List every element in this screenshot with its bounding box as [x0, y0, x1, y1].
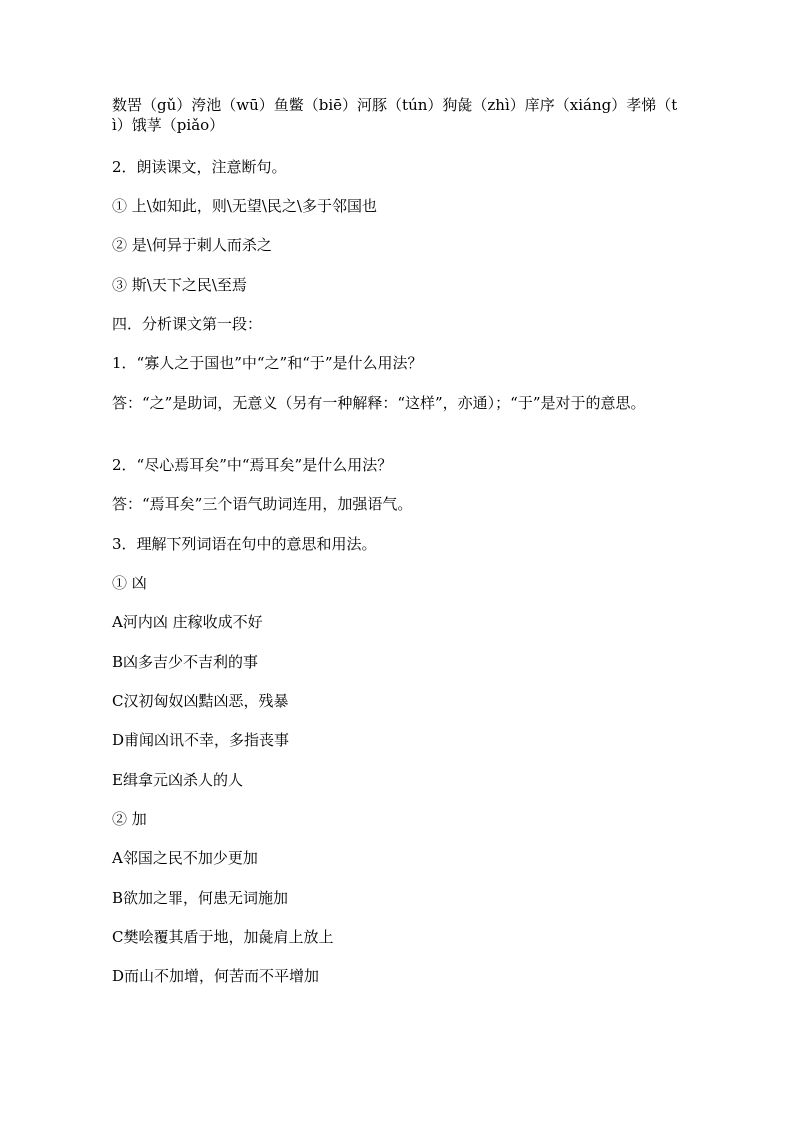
term-heading-jia: ② 加	[112, 810, 147, 828]
question-3: 3．理解下列词语在句中的意思和用法。	[112, 535, 377, 553]
pause-example-3: ③ 斯\天下之民\至焉	[112, 276, 247, 294]
question-2: 2．“尽心焉耳矣”中“焉耳矣”是什么用法？	[112, 456, 393, 474]
term-xiong-d: D甫闻凶讯不幸，多指丧事	[112, 731, 290, 749]
term-jia-b: B欲加之罪，何患无词施加	[112, 889, 289, 907]
question-1: 1．“寡人之于国也”中“之”和“于”是什么用法？	[112, 354, 423, 372]
term-xiong-c: C汉初匈奴凶黠凶恶，残暴	[112, 692, 289, 710]
term-xiong-a: A河内凶 庄稼收成不好	[112, 613, 263, 631]
answer-1: 答：“之”是助词，无意义（另有一种解释：“这样”，亦通）；“于”是对于的意思。	[112, 394, 646, 412]
pause-example-2: ② 是\何异于刺人而杀之	[112, 236, 272, 254]
term-xiong-e: E缉拿元凶杀人的人	[112, 771, 243, 789]
term-jia-a: A邻国之民不加少更加	[112, 849, 258, 867]
pause-example-1: ① 上\如知此，则\无望\民之\多于邻国也	[112, 197, 377, 215]
answer-2: 答：“焉耳矣”三个语气助词连用，加强语气。	[112, 495, 413, 513]
term-jia-d: D而山不加增，何苦而不平增加	[112, 967, 320, 985]
term-xiong-b: B凶多吉少不吉利的事	[112, 653, 259, 671]
section-heading-analysis: 四．分析课文第一段：	[112, 315, 263, 333]
term-jia-c: C樊哙覆其盾于地，加彘肩上放上	[112, 928, 334, 946]
term-heading-xiong: ① 凶	[112, 574, 147, 592]
section-heading-reading: 2．朗读课文，注意断句。	[112, 158, 287, 176]
pronunciation-list: 数罟（gǔ）洿池（wū）鱼鳖（biē）河豚（tún）狗彘（zhì）庠序（xiáng）孝悌（tì）饿莩（piǎo）	[112, 96, 678, 134]
